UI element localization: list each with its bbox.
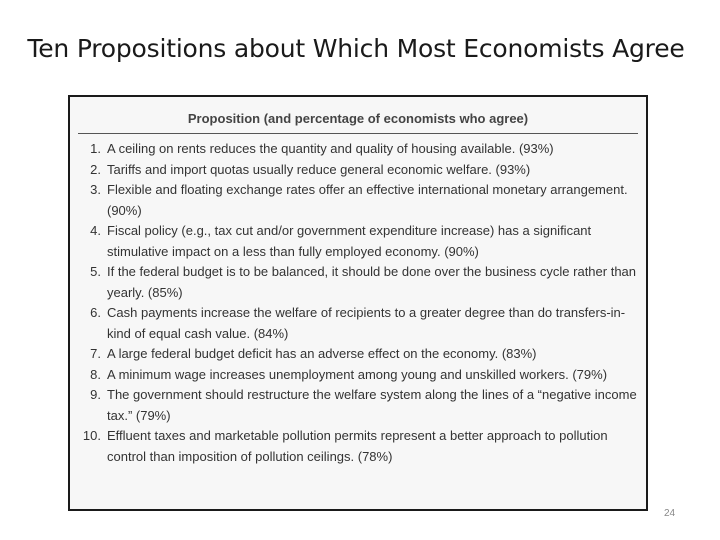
row-number: 9. [90,387,101,402]
row-text: A minimum wage increases unemployment among young and unskilled workers. (79%) [107,366,608,382]
table-row [78,344,638,365]
table-row [78,160,638,181]
row-text: Flexible and floating exchange rates offer an effective international monetary arrangement. (90%) [107,182,628,218]
table-row [78,139,638,160]
table-row [78,426,638,467]
table-row [78,365,638,386]
row-number: 4. [90,223,101,238]
row-text: Fiscal policy (e.g., tax cut and/or government expenditure increase) has a significant stimulative impact on a less than fully employed economy. (90%) [107,223,592,259]
row-number: 6. [90,305,101,320]
propositions-list [78,139,638,467]
table-row [78,303,638,344]
table-row [78,221,638,262]
row-text: The government should restructure the welfare system along the lines of a “negative income tax.” (79%) [107,387,637,423]
slide-title: Ten Propositions about Which Most Economists Agree [27,34,685,63]
row-number: 7. [90,346,101,361]
row-number: 3. [90,182,101,197]
row-text: A ceiling on rents reduces the quantity and quality of housing available. (93%) [107,141,554,156]
row-number: 8. [90,366,101,382]
row-text: A large federal budget deficit has an adverse effect on the economy. (83%) [107,346,537,361]
row-number: 5. [90,264,101,279]
propositions-table [68,95,648,511]
row-text: Effluent taxes and marketable pollution permits represent a better approach to pollution control than imposition of pollution ceilings. (78%) [107,428,608,464]
header-divider [78,133,638,134]
table-row [78,385,638,426]
table-row [78,180,638,221]
table-header: Proposition (and percentage of economists who agree) [187,111,529,126]
row-number: 1. [90,141,101,156]
table-row [78,262,638,303]
row-number: 2. [90,161,101,177]
row-text: If the federal budget is to be balanced, it should be done over the business cycle rather than yearly. (85%) [107,264,637,300]
row-text: Cash payments increase the welfare of recipients to a greater degree than do transfers-in-kind of equal cash value. (84%) [107,305,626,341]
page-number: 24 [664,508,676,519]
row-text: Tariffs and import quotas usually reduce general economic welfare. (93%) [107,161,531,177]
row-number: 10. [82,428,101,443]
